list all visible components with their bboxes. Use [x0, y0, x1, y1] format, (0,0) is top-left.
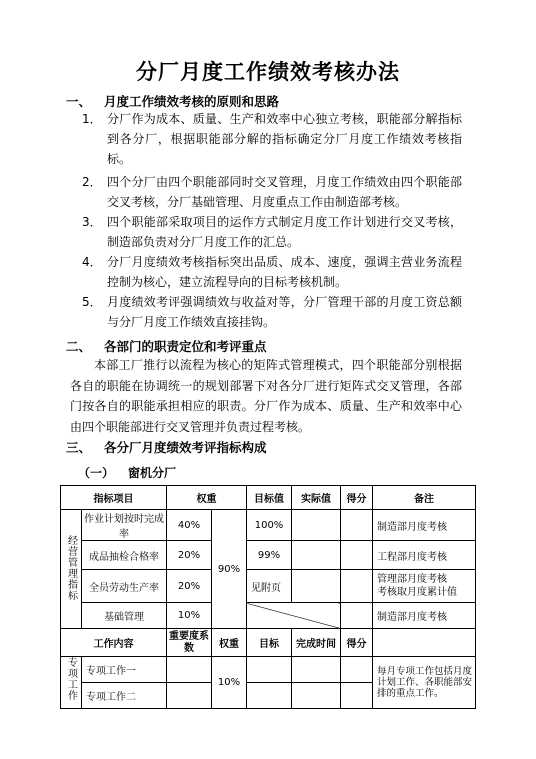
header-target: 目标 — [247, 629, 292, 657]
header-weight: 权重 — [212, 629, 247, 657]
indicator-weight: 10% — [167, 603, 212, 629]
section-heading-3 — [66, 438, 267, 456]
indicator-target: 99% — [247, 541, 292, 570]
list-item-number: 1． — [82, 112, 102, 126]
diagonal-empty-cell — [247, 603, 341, 629]
score-cell — [341, 570, 373, 603]
table-row — [61, 510, 476, 541]
header-score: 得分 — [341, 486, 373, 510]
work-note: 每月专项工作包括月度计划工作、各职能部安排的重点工作。 — [373, 657, 476, 709]
indicator-weight: 40% — [167, 510, 212, 541]
target-cell — [247, 683, 292, 709]
list-item — [82, 292, 462, 332]
importance-cell — [167, 683, 212, 709]
actual-cell — [292, 541, 341, 570]
section-number: 三、 — [66, 440, 92, 455]
indicator-remark: 制造部月度考核 — [373, 603, 476, 629]
header-score: 得分 — [341, 629, 373, 657]
list-item — [82, 252, 462, 292]
list-item-text: 四个职能部采取项目的运作方式制定月度工作计划进行交叉考核，制造部负责对分厂月度工作的汇总。 — [107, 215, 462, 249]
group-label-cell — [61, 510, 82, 629]
header-remark: 备注 — [373, 486, 476, 510]
table-header-row — [61, 486, 476, 510]
table-header-row — [61, 629, 476, 657]
table-row — [61, 570, 476, 603]
score-cell — [341, 603, 373, 629]
list-item-number: 3． — [82, 215, 102, 229]
section-title: 各分厂月度绩效考评指标构成 — [104, 440, 267, 455]
section-number: 二、 — [66, 339, 92, 354]
score-cell — [341, 657, 373, 683]
indicator-name: 全员劳动生产率 — [82, 570, 167, 603]
work-weight: 10% — [212, 657, 247, 709]
table-row — [61, 603, 476, 629]
work-name: 专项工作一 — [82, 657, 167, 683]
subsection-title: 窗机分厂 — [128, 466, 177, 480]
list-item-number: 2． — [82, 175, 102, 189]
importance-cell — [167, 657, 212, 683]
list-item-text: 分厂作为成本、质量、生产和效率中心独立考核，职能部分解指标到各分厂，根据职能部分解的指标确定分厂月度工作绩效考核指标。 — [107, 112, 462, 166]
time-cell — [292, 657, 341, 683]
target-cell — [247, 657, 292, 683]
group-weight: 90% — [212, 510, 247, 629]
score-cell — [341, 683, 373, 709]
section-heading-1 — [66, 92, 279, 110]
section-number: 一、 — [66, 94, 92, 109]
header-indicator: 指标项目 — [61, 486, 167, 510]
work-name: 专项工作二 — [82, 683, 167, 709]
actual-cell — [292, 570, 341, 603]
group-label-cell — [61, 657, 82, 709]
group-label: 专项工作 — [65, 657, 77, 701]
list-item-number: 4． — [82, 255, 102, 269]
header-blank — [373, 629, 476, 657]
header-importance: 重要度系数 — [167, 629, 212, 657]
header-time: 完成时间 — [292, 629, 341, 657]
page-title: 分厂月度工作绩效考核办法 — [136, 60, 400, 84]
table-row — [61, 541, 476, 570]
remark-line: 管理部月度考核 — [377, 574, 448, 585]
list-item — [82, 109, 462, 169]
score-cell — [341, 541, 373, 570]
indicator-remark: 工程部月度考核 — [373, 541, 476, 570]
indicator-weight: 20% — [167, 541, 212, 570]
kpi-table — [60, 485, 476, 709]
list-item — [82, 172, 462, 212]
header-actual: 实际值 — [292, 486, 341, 510]
body-paragraph: 本部工厂推行以流程为核心的矩阵式管理模式，四个职能部分别根据各自的职能在协调统一的规划部署下对各分厂进行矩阵式交叉管理，各部门按各自的职能承担相应的职责。分厂作为成本、质量、生产和效率中心由四个职能部进行交叉管理并负责过程考核。 — [70, 358, 462, 434]
time-cell — [292, 683, 341, 709]
subsection-heading — [78, 464, 190, 481]
indicator-remark — [373, 570, 476, 603]
header-weight: 权重 — [167, 486, 247, 510]
indicator-name: 成品抽检合格率 — [82, 541, 167, 570]
list-item — [82, 212, 462, 252]
indicator-target: 100% — [247, 510, 292, 541]
section-title: 各部门的职责定位和考评重点 — [104, 339, 267, 354]
list-item-text: 月度绩效考评强调绩效与收益对等，分厂管理干部的月度工资总额与分厂月度工作绩效直接挂钩。 — [107, 295, 462, 329]
indicator-name: 基础管理 — [82, 603, 167, 629]
indicator-weight: 20% — [167, 570, 212, 603]
remark-line: 考核取月度累计值 — [377, 587, 458, 598]
indicator-remark: 制造部月度考核 — [373, 510, 476, 541]
group-label: 经营管理指标 — [65, 534, 77, 601]
score-cell — [341, 510, 373, 541]
header-content: 工作内容 — [61, 629, 167, 657]
list-item-text: 四个分厂由四个职能部同时交叉管理，月度工作绩效由四个职能部交叉考核，分厂基础管理、月度重点工作由制造部考核。 — [107, 175, 462, 209]
table-row — [61, 657, 476, 683]
subsection-number: （一） — [78, 466, 115, 480]
indicator-name: 作业计划按时完成率 — [82, 510, 167, 541]
section-heading-2 — [66, 337, 267, 355]
actual-cell — [292, 510, 341, 541]
section-title: 月度工作绩效考核的原则和思路 — [104, 94, 280, 109]
list-item-number: 5． — [82, 295, 102, 309]
list-item-text: 分厂月度绩效考核指标突出品质、成本、速度，强调主营业务流程控制为核心，建立流程导向的目标考核机制。 — [107, 255, 462, 289]
header-target: 目标值 — [247, 486, 292, 510]
indicator-target: 见附页 — [247, 570, 292, 603]
